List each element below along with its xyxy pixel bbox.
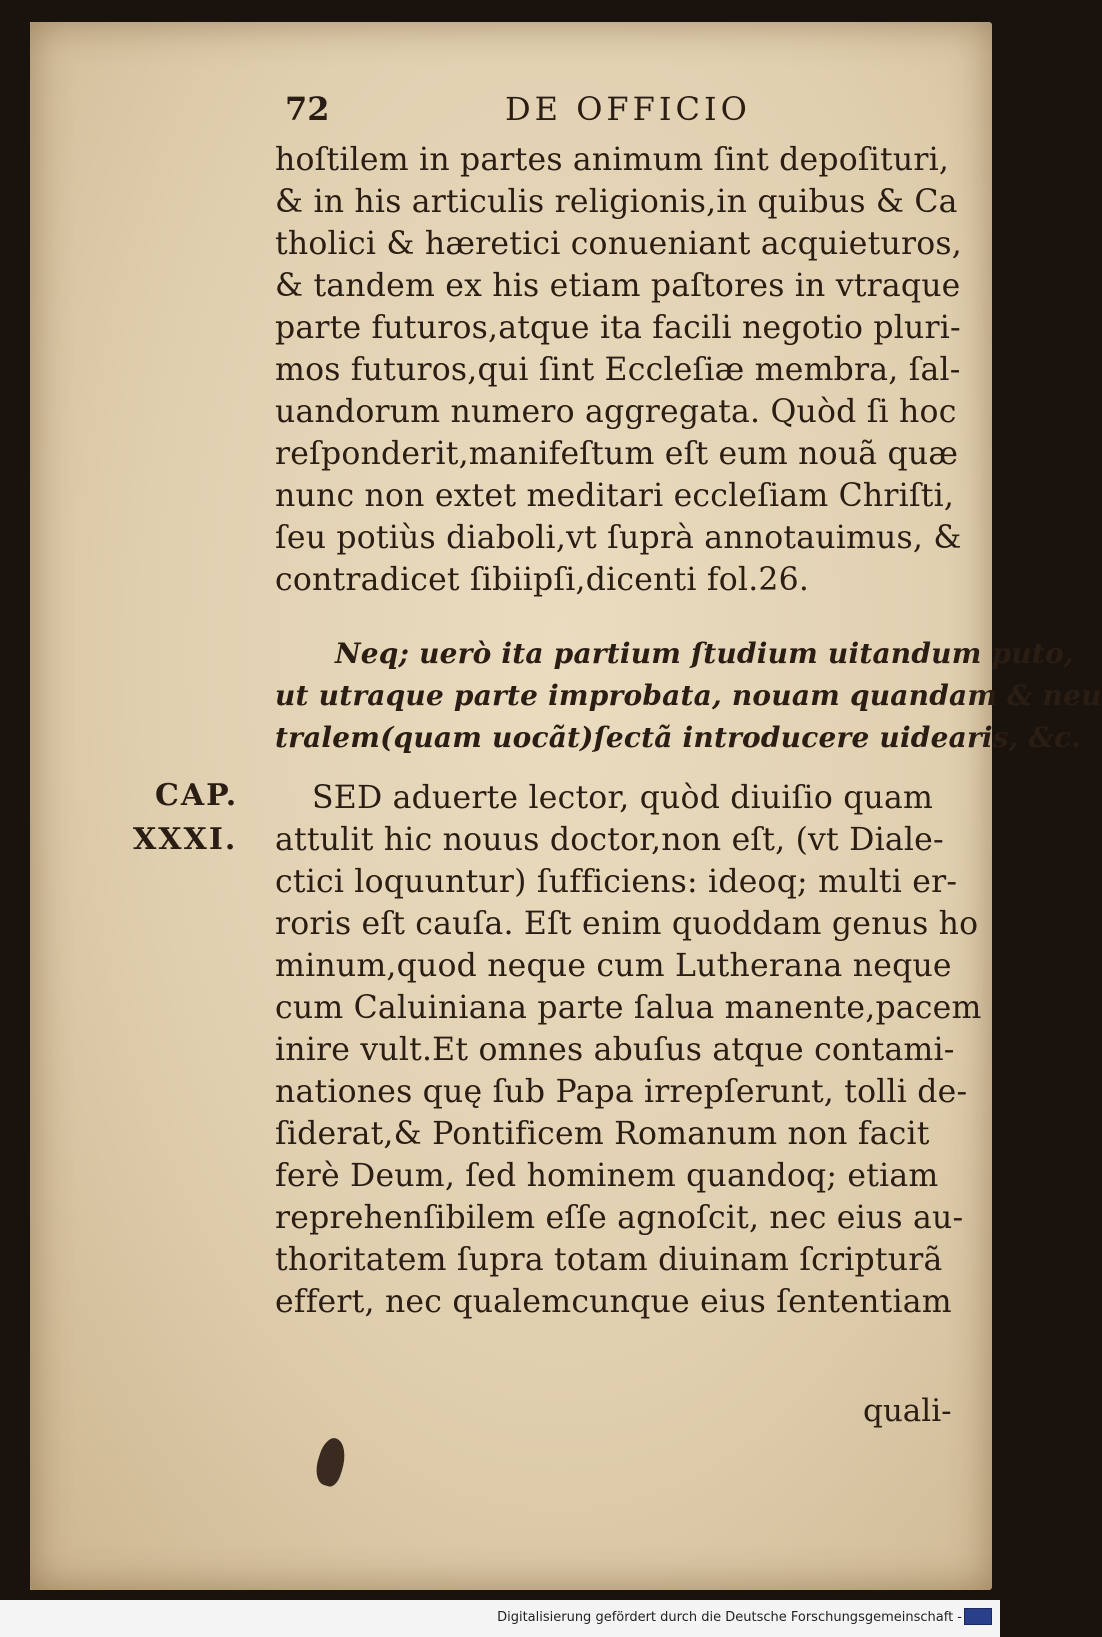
page-number: 72 bbox=[285, 90, 330, 128]
chapter-label: CAP. bbox=[155, 778, 239, 813]
text-line: effert, nec qualemcunque eius ſententiam bbox=[275, 1284, 952, 1320]
quote-line: ut utraque parte improbata, nouam quandam & neu bbox=[275, 679, 1102, 712]
ink-blot bbox=[311, 1435, 351, 1489]
chapter-number: XXXI. bbox=[133, 822, 238, 857]
text-line: mos futuros,qui ſint Eccleſiæ membra, ſal- bbox=[275, 352, 961, 388]
text-line: & in his articulis religionis,in quibus & Ca bbox=[275, 184, 958, 220]
text-line: hoſtilem in partes animum ſint depoſituri, bbox=[275, 142, 950, 178]
text-line: ctici loquuntur) ſufficiens: ideoq; multi er- bbox=[275, 864, 958, 900]
text-line: attulit hic nouus doctor,non eſt, (vt Diale- bbox=[275, 822, 944, 858]
text-line: inire vult.Et omnes abuſus atque contami- bbox=[275, 1032, 955, 1068]
text-line: contradicet ſibiipſi,dicenti fol.26. bbox=[275, 562, 810, 598]
text-line: ſiderat,& Pontificem Romanum non facit bbox=[275, 1116, 930, 1152]
text-line: minum,quod neque cum Lutherana neque bbox=[275, 948, 952, 984]
text-line: thoritatem ſupra totam diuinam ſcripturã bbox=[275, 1242, 943, 1278]
quote-line: tralem(quam uocãt)ſectã introducere uidearis, &c. bbox=[275, 721, 1082, 754]
digitization-footer bbox=[0, 1600, 1000, 1637]
text-line: cum Caluiniana parte ſalua manente,pacem bbox=[275, 990, 982, 1026]
text-line: tholici & hæretici conueniant acquieturos, bbox=[275, 226, 962, 262]
running-title: DE OFFICIO bbox=[505, 90, 751, 128]
dfg-logo-icon bbox=[964, 1608, 992, 1625]
text-line: ferè Deum, ſed hominem quandoq; etiam bbox=[275, 1158, 939, 1194]
text-line: nationes quę ſub Papa irrepſerunt, tolli de- bbox=[275, 1074, 968, 1110]
text-line: SED aduerte lector, quòd diuiſio quam bbox=[312, 780, 934, 816]
text-line: parte futuros,atque ita facili negotio pluri- bbox=[275, 310, 961, 346]
text-line: uandorum numero aggregata. Quòd ſi hoc bbox=[275, 394, 957, 430]
quote-line: Neq; uerò ita partium ſtudium uitandum puto, bbox=[335, 637, 1074, 670]
text-line: ſeu potiùs diaboli,vt ſuprà annotauimus, & bbox=[275, 520, 962, 556]
text-line: nunc non extet meditari eccleſiam Chriſti, bbox=[275, 478, 955, 514]
text-line: & tandem ex his etiam paſtores in vtraque bbox=[275, 268, 961, 304]
catchword: quali- bbox=[863, 1393, 952, 1429]
text-line: reprehenſibilem eſſe agnoſcit, nec eius au- bbox=[275, 1200, 964, 1236]
text-line: roris eſt cauſa. Eſt enim quoddam genus ho bbox=[275, 906, 979, 942]
footer-credit: Digitalisierung gefördert durch die Deutsche Forschungsgemeinschaft - bbox=[497, 1610, 962, 1625]
text-line: reſponderit,manifeſtum eſt eum nouã quæ bbox=[275, 436, 959, 472]
